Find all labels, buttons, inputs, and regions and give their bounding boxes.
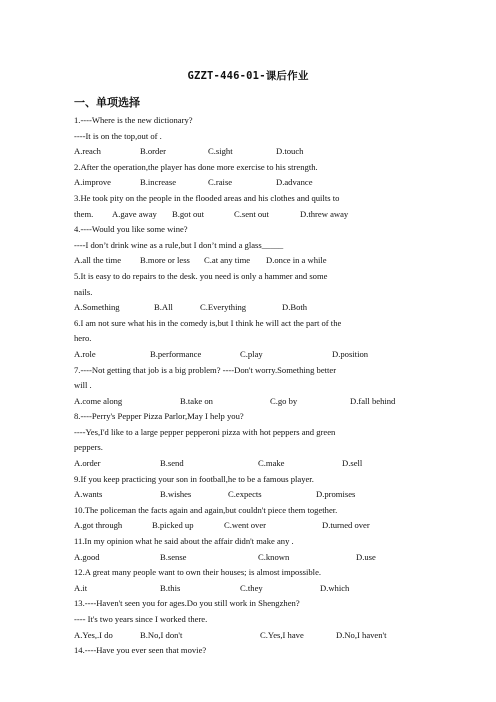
answer-options (74, 347, 426, 363)
question-line: hero. (74, 333, 92, 344)
question-line: 14.----Have you ever seen that movie? (74, 645, 207, 656)
option: D.Both (282, 302, 308, 313)
question-line: 4.----Would you like some wine? (74, 224, 188, 235)
option: D.threw away (300, 208, 349, 219)
question-line: 6.I am not sure what his in the comedy is,but I think he will act the part of the (74, 317, 342, 328)
option: C.at any time (204, 255, 251, 266)
answer-options (74, 207, 426, 223)
option: A.reach (74, 146, 101, 157)
answer-options (74, 550, 426, 566)
option: A.gave away (112, 208, 157, 219)
option: A.all the time (74, 255, 122, 266)
question-line: 7.----Not getting that job is a big problem? ----Don't worry.Something better (74, 364, 337, 375)
option: D.advance (276, 177, 313, 188)
section-heading: 一、单项选择 (74, 96, 140, 109)
question-line: 9.If you keep practicing your son in football,he to be a famous player. (74, 473, 314, 484)
question-line: 2.After the operation,the player has done more exercise to his strength. (74, 161, 318, 172)
option: B.performance (150, 348, 202, 359)
option: C.Yes,I have (260, 629, 304, 640)
option: A.Something (74, 302, 120, 313)
option: D.promises (316, 489, 356, 500)
option: A.improve (74, 177, 111, 188)
answer-options (74, 394, 426, 410)
answer-options (74, 487, 426, 503)
option: D.turned over (322, 520, 370, 531)
option: D.sell (342, 458, 363, 469)
document-title: GZZT-446-01-课后作业 (187, 70, 309, 82)
option: C.went over (224, 520, 267, 531)
option: A.good (74, 551, 100, 562)
option: D.touch (276, 146, 304, 157)
option: B.picked up (152, 520, 194, 531)
option: B.increase (140, 177, 177, 188)
option: B.All (154, 302, 173, 313)
answer-options (74, 581, 426, 597)
option: A.wants (74, 489, 103, 500)
option: B.got out (172, 208, 204, 219)
question-line: 3.He took pity on the people in the flooded areas and his clothes and quilts to (74, 192, 340, 203)
option: C.play (240, 348, 263, 359)
question-line: peppers. (74, 442, 103, 453)
option: them. (74, 208, 94, 219)
option: D.fall behind (350, 395, 396, 406)
question-line: 10.The policeman the facts again and again,but couldn't piece them together. (74, 504, 338, 515)
option: C.sent out (234, 208, 269, 219)
option: B.more or less (140, 255, 190, 266)
question-line: ----Yes,I'd like to a large pepper pepperoni pizza with hot peppers and green (74, 426, 336, 437)
option: A.come along (74, 395, 123, 406)
option: A.role (74, 348, 96, 359)
option: D.No,I haven't (336, 629, 387, 640)
option: D.position (332, 348, 369, 359)
option: D.use (356, 551, 376, 562)
option: C.expects (228, 489, 262, 500)
option: C.sight (208, 146, 233, 157)
question-line: will . (74, 380, 92, 391)
option: B.take on (180, 395, 213, 406)
option: B.wishes (160, 489, 192, 500)
option: B.this (160, 582, 181, 593)
option: B.send (160, 458, 184, 469)
option: B.order (140, 146, 167, 157)
question-line: ----I don’t drink wine as a rule,but I don’t mind a glass_____ (74, 239, 284, 250)
option: A.got through (74, 520, 123, 531)
option: B.No,I don't (140, 629, 183, 640)
question-line: 1.----Where is the new dictionary? (74, 115, 193, 125)
question-line: 8.----Perry's Pepper Pizza Parlor,May I help you? (74, 411, 244, 422)
question-line: nails. (74, 286, 93, 297)
option: C.go by (270, 395, 298, 406)
question-line: 11.In my opinion what he said about the affair didn't make any . (74, 536, 294, 547)
option: B.sense (160, 551, 187, 562)
option: C.they (240, 582, 263, 593)
answer-options (74, 253, 426, 269)
question-line: ---- It's two years since I worked there. (74, 614, 208, 624)
option: D.once in a while (266, 255, 327, 266)
option: C.make (258, 458, 285, 469)
option: A.order (74, 458, 101, 469)
option: D.which (320, 582, 350, 593)
answer-options (74, 300, 426, 316)
question-line: ----It is on the top,out of . (74, 130, 162, 141)
option: A.it (74, 582, 88, 593)
question-line: 12.A great many people want to own their houses; is almost impossible. (74, 567, 322, 578)
answer-options (74, 144, 426, 160)
answer-options (74, 518, 426, 534)
question-line: 13.----Haven't seen you for ages.Do you still work in Shengzhen? (74, 598, 300, 609)
answer-options (74, 456, 426, 472)
option: C.Everything (200, 302, 247, 313)
answer-options (74, 175, 426, 191)
question-line: 5.It is easy to do repairs to the desk. you need is only a hammer and some (74, 270, 328, 281)
option: A.Yes,.I do (74, 629, 113, 640)
answer-options (74, 628, 426, 644)
option: C.known (258, 551, 290, 562)
option: C.raise (208, 177, 233, 188)
question-list (74, 113, 426, 659)
